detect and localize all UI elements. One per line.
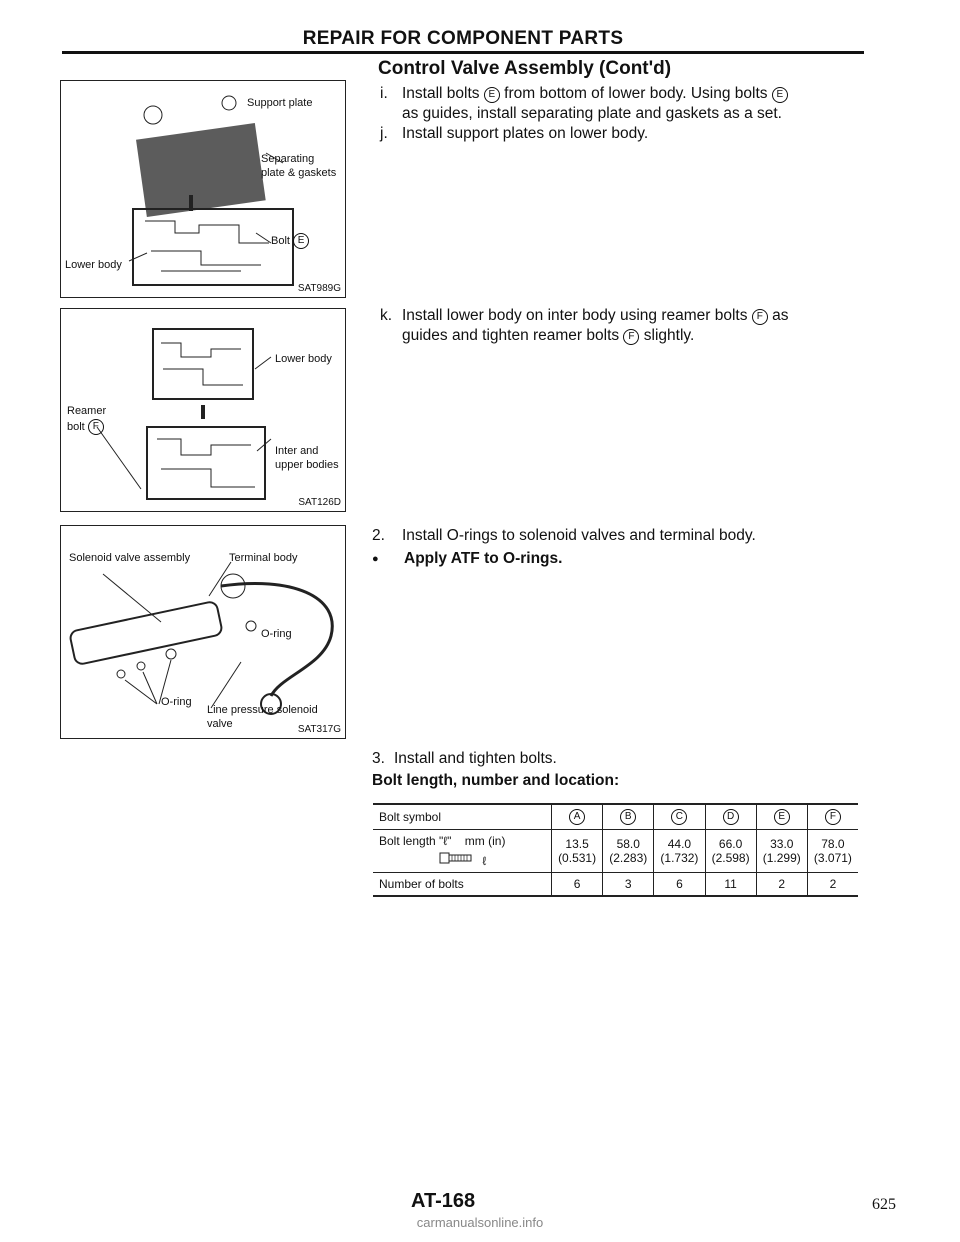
table-cell: C (654, 804, 705, 830)
lower-body-label: Lower body (275, 353, 332, 365)
page-header: REPAIR FOR COMPONENT PARTS (302, 28, 624, 49)
bolt-label: Bolt E (271, 233, 309, 249)
valve-label: valve (207, 718, 233, 730)
table-cell: F (807, 804, 858, 830)
reamer-label: Reamer (67, 405, 107, 417)
table-row (373, 804, 858, 830)
inter-and-label: Inter and (275, 445, 319, 457)
table-cell: 11 (705, 873, 756, 897)
watermark: carmanualsonline.info (416, 1215, 544, 1230)
table-cell: 66.0 (2.598) (705, 830, 756, 873)
table-cell: 2 (807, 873, 858, 897)
table-cell: B (603, 804, 654, 830)
lower-body-label: Lower body (65, 259, 122, 271)
section-title: Control Valve Assembly (Cont'd) (378, 58, 672, 79)
o-ring-label-right: O-ring (261, 628, 292, 640)
plate-gaskets-label: plate & gaskets (261, 167, 337, 179)
table-cell: Bolt length "ℓ" mm (in) ℓ (373, 830, 552, 873)
figure-separating-plate (60, 80, 346, 298)
figure-code: SAT317G (297, 724, 341, 735)
bolt-table-heading: Bolt length, number and location: (372, 772, 620, 789)
table-cell: D (705, 804, 756, 830)
support-plate-label: Support plate (247, 97, 313, 109)
page-number: 625 (872, 1196, 896, 1213)
table-cell: 3 (603, 873, 654, 897)
table-cell: 78.0 (3.071) (807, 830, 858, 873)
bolt-table (373, 803, 858, 897)
step-k: k. Install lower body on inter body using reamer bolts F as guides and tighten reamer bolts F slightly. (380, 307, 789, 344)
table-row (373, 830, 858, 873)
line-pressure-solenoid-label: Line pressure solenoid (207, 704, 318, 716)
bullet-apply-atf: ● Apply ATF to O-rings. (372, 550, 563, 567)
table-cell: 33.0 (1.299) (756, 830, 807, 873)
solenoid-valve-assembly-label: Solenoid valve assembly (69, 552, 191, 564)
figure-reamer-bolt (60, 308, 346, 512)
table-cell: 2 (756, 873, 807, 897)
header-rule (62, 51, 864, 54)
table-cell: 44.0 (1.732) (654, 830, 705, 873)
upper-bodies-label: upper bodies (275, 459, 339, 471)
page-code: AT-168 (411, 1190, 476, 1212)
bolt-f-label: bolt F (67, 419, 104, 435)
bolt-icon (439, 851, 473, 865)
table-cell: A (552, 804, 603, 830)
step-2: 2. Install O-rings to solenoid valves and terminal body. (372, 527, 756, 544)
figure-solenoid-valve (60, 525, 346, 739)
step-j: j. Install support plates on lower body. (380, 125, 649, 142)
table-cell: E (756, 804, 807, 830)
figure-code: SAT126D (298, 497, 341, 508)
bolt-length-diagram: ℓ (379, 851, 549, 868)
separating-label: Separating (261, 153, 315, 165)
table-cell: 13.5 (0.531) (552, 830, 603, 873)
table-row (373, 873, 858, 897)
table-cell: 6 (654, 873, 705, 897)
terminal-body-label: Terminal body (229, 552, 298, 564)
table-cell: Bolt symbol (373, 804, 552, 830)
table-cell: 6 (552, 873, 603, 897)
step-3: 3. Install and tighten bolts. (372, 750, 557, 767)
table-cell: 58.0 (2.283) (603, 830, 654, 873)
table-cell: Number of bolts (373, 873, 552, 897)
figure-code: SAT989G (297, 283, 341, 294)
step-i: i. Install bolts E from bottom of lower body. Using bolts E as guides, install separating plate and gaskets as a set. (380, 84, 864, 126)
o-ring-label-left: O-ring (161, 696, 192, 708)
